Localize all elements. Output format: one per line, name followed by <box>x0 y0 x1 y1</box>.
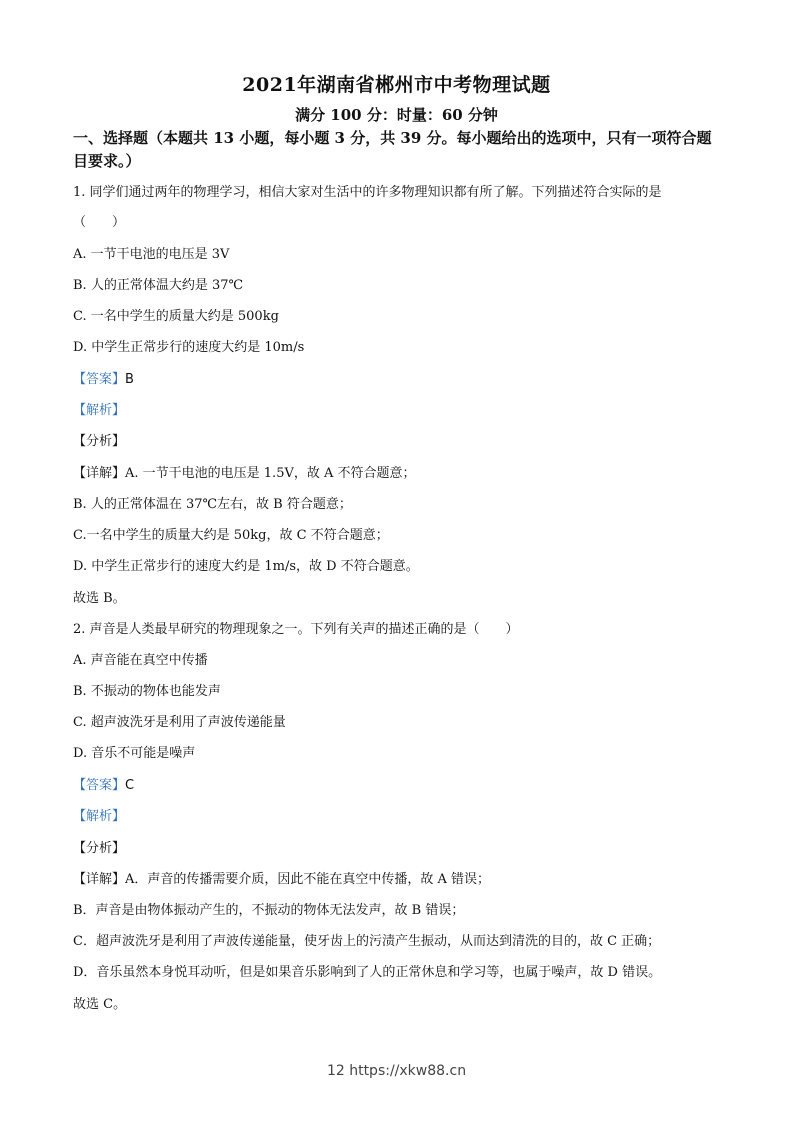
answer-value: B <box>125 372 134 387</box>
q1-detail-line: B. 人的正常体温在 37℃左右，故 B 符合题意； <box>73 497 352 512</box>
q1-stem-line1: 1. 同学们通过两年的物理学习，相信大家对生活中的许多物理知识都有所了解。下列描述符合实际的是 <box>73 185 662 200</box>
q2-detail-line: B．声音是由物体振动产生的，不振动的物体无法发声，故 B 错误； <box>73 903 465 918</box>
q2-conclusion: 故选 C。 <box>73 997 127 1012</box>
q2-answer <box>73 777 134 795</box>
q1-option-b: B. 人的正常体温大约是 37℃ <box>73 278 244 293</box>
q1-detail-line: D. 中学生正常步行的速度大约是 1m/s，故 D 不符合题意。 <box>73 559 419 574</box>
q1-analysis-tag: 【解析】 <box>73 403 126 418</box>
q1-option-a: A. 一节干电池的电压是 3V <box>73 247 230 262</box>
section-heading: 一、选择题（本题共 13 小题，每小题 3 分，共 39 分。每小题给出的选项中，只有一项符合题目要求。） <box>73 129 712 170</box>
q1-option-d: D. 中学生正常步行的速度大约是 10m/s <box>73 340 305 355</box>
q1-fenxi: 【分析】 <box>73 434 126 449</box>
q2-option-a: A. 声音能在真空中传播 <box>73 653 208 668</box>
q2-analysis-tag: 【解析】 <box>73 809 126 824</box>
q1-detail-line: 【详解】A. 一节干电池的电压是 1.5V，故 A 不符合题意； <box>73 466 416 481</box>
q1-stem-line2: （ ） <box>73 215 126 230</box>
page-footer: 12 https://xkw88.cn <box>326 1063 467 1079</box>
q1-option-c: C. 一名中学生的质量大约是 500kg <box>73 309 279 324</box>
q2-detail-line: 【详解】A．声音的传播需要介质，因此不能在真空中传播，故 A 错误； <box>73 872 491 887</box>
answer-tag: 【答案】 <box>73 372 126 387</box>
q2-fenxi: 【分析】 <box>73 841 126 856</box>
q2-detail-line: D．音乐虽然本身悦耳动听，但是如果音乐影响到了人的正常休息和学习等，也属于噪声，故 D 错误。 <box>73 965 662 980</box>
page-title: 2021年湖南省郴州市中考物理试题 <box>242 74 551 96</box>
exam-info: 满分 100 分：时量：60 分钟 <box>295 106 498 124</box>
q2-option-d: D. 音乐不可能是噪声 <box>73 746 196 761</box>
q2-detail-line: C．超声波洗牙是利用了声波传递能量，使牙齿上的污渍产生振动，从而达到清洗的目的，故 C 正确； <box>73 934 661 949</box>
answer-value: C <box>125 778 135 793</box>
q2-stem: 2. 声音是人类最早研究的物理现象之一。下列有关声的描述正确的是（ ） <box>73 622 519 637</box>
q2-option-b: B. 不振动的物体也能发声 <box>73 684 221 699</box>
q1-detail-line: C.一名中学生的质量大约是 50kg，故 C 不符合题意； <box>73 528 389 543</box>
answer-tag: 【答案】 <box>73 778 126 793</box>
q1-answer <box>73 371 134 389</box>
q1-conclusion: 故选 B。 <box>73 591 126 606</box>
q2-option-c: C. 超声波洗牙是利用了声波传递能量 <box>73 715 286 730</box>
